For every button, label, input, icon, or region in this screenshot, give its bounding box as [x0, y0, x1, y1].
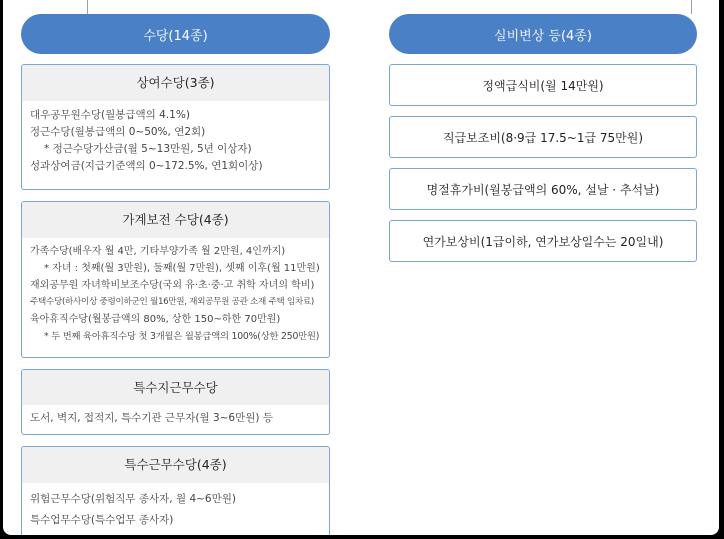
list-item: 정근수당(월봉급액의 0~50%, 연2회)	[30, 126, 206, 138]
diagram-canvas	[3, 0, 719, 535]
list-subitem: * 자녀 : 첫째(월 3만원), 둘째(월 7만원), 셋째 이후(월 11만원)	[44, 263, 320, 274]
list-item: 재외공무원 자녀학비보조수당(국외 유·초·중·고 취학 자녀의 학비)	[30, 280, 315, 291]
group-body	[22, 238, 329, 345]
expense-compensation-header	[389, 14, 697, 54]
right-connector-line	[691, 0, 692, 14]
list-item: 육아휴직수당(월봉급액의 80%, 상한 150~하한 70만원)	[30, 314, 281, 325]
list-item: 주택수당(하사이상 중령이하군인 월16만원, 재외공무원 공관 소재 주택 임차료)	[30, 297, 314, 307]
bonus-allowance-box	[21, 64, 330, 190]
group-body	[22, 101, 329, 175]
meal-allowance-box: 정액급식비(월 14만원)	[389, 64, 697, 106]
left-connector-line	[87, 0, 88, 14]
group-body	[22, 405, 329, 427]
list-item: 도서, 벽지, 접적지, 특수기관 근무자(월 3~6만원) 등	[30, 412, 273, 424]
allowance-header-label: 수당(14종)	[143, 28, 208, 44]
allowance-header	[21, 14, 330, 54]
list-item: 위험근무수당(위험직무 종사자, 월 4~6만원)	[30, 493, 236, 505]
group-body	[22, 483, 329, 531]
group-title: 가계보전 수당(4종)	[22, 202, 329, 238]
group-title: 상여수당(3종)	[22, 65, 329, 101]
special-duty-allowance-box	[21, 446, 330, 535]
list-item: 가족수당(배우자 월 4만, 기타부양가족 월 2만원, 4인까지)	[30, 246, 286, 257]
list-subitem: * 정근수당가산금(월 5~13만원, 5년 이상자)	[44, 143, 252, 155]
list-item: 대우공무원수당(월봉급액의 4.1%)	[30, 109, 190, 121]
list-item: 특수업무수당(특수업무 종사자)	[30, 514, 174, 526]
family-support-allowance-box	[21, 201, 330, 358]
holiday-bonus-box: 명절휴가비(월봉급액의 60%, 설날 · 추석날)	[389, 168, 697, 210]
expense-compensation-header-label: 실비변상 등(4종)	[494, 28, 592, 44]
position-subsidy-box: 직급보조비(8·9급 17.5~1급 75만원)	[389, 116, 697, 158]
group-title: 특수지근무수당	[22, 370, 329, 405]
list-item: 성과상여금(지급기준액의 0~172.5%, 연1회이상)	[30, 160, 263, 172]
annual-leave-compensation-box: 연가보상비(1급이하, 연가보상일수는 20일내)	[389, 220, 697, 262]
list-subitem: * 두 번째 육아휴직수당 첫 3개월은 월봉급액의 100%(상한 250만원)	[44, 331, 320, 342]
group-title: 특수근무수당(4종)	[22, 447, 329, 483]
remote-area-allowance-box	[21, 369, 330, 435]
